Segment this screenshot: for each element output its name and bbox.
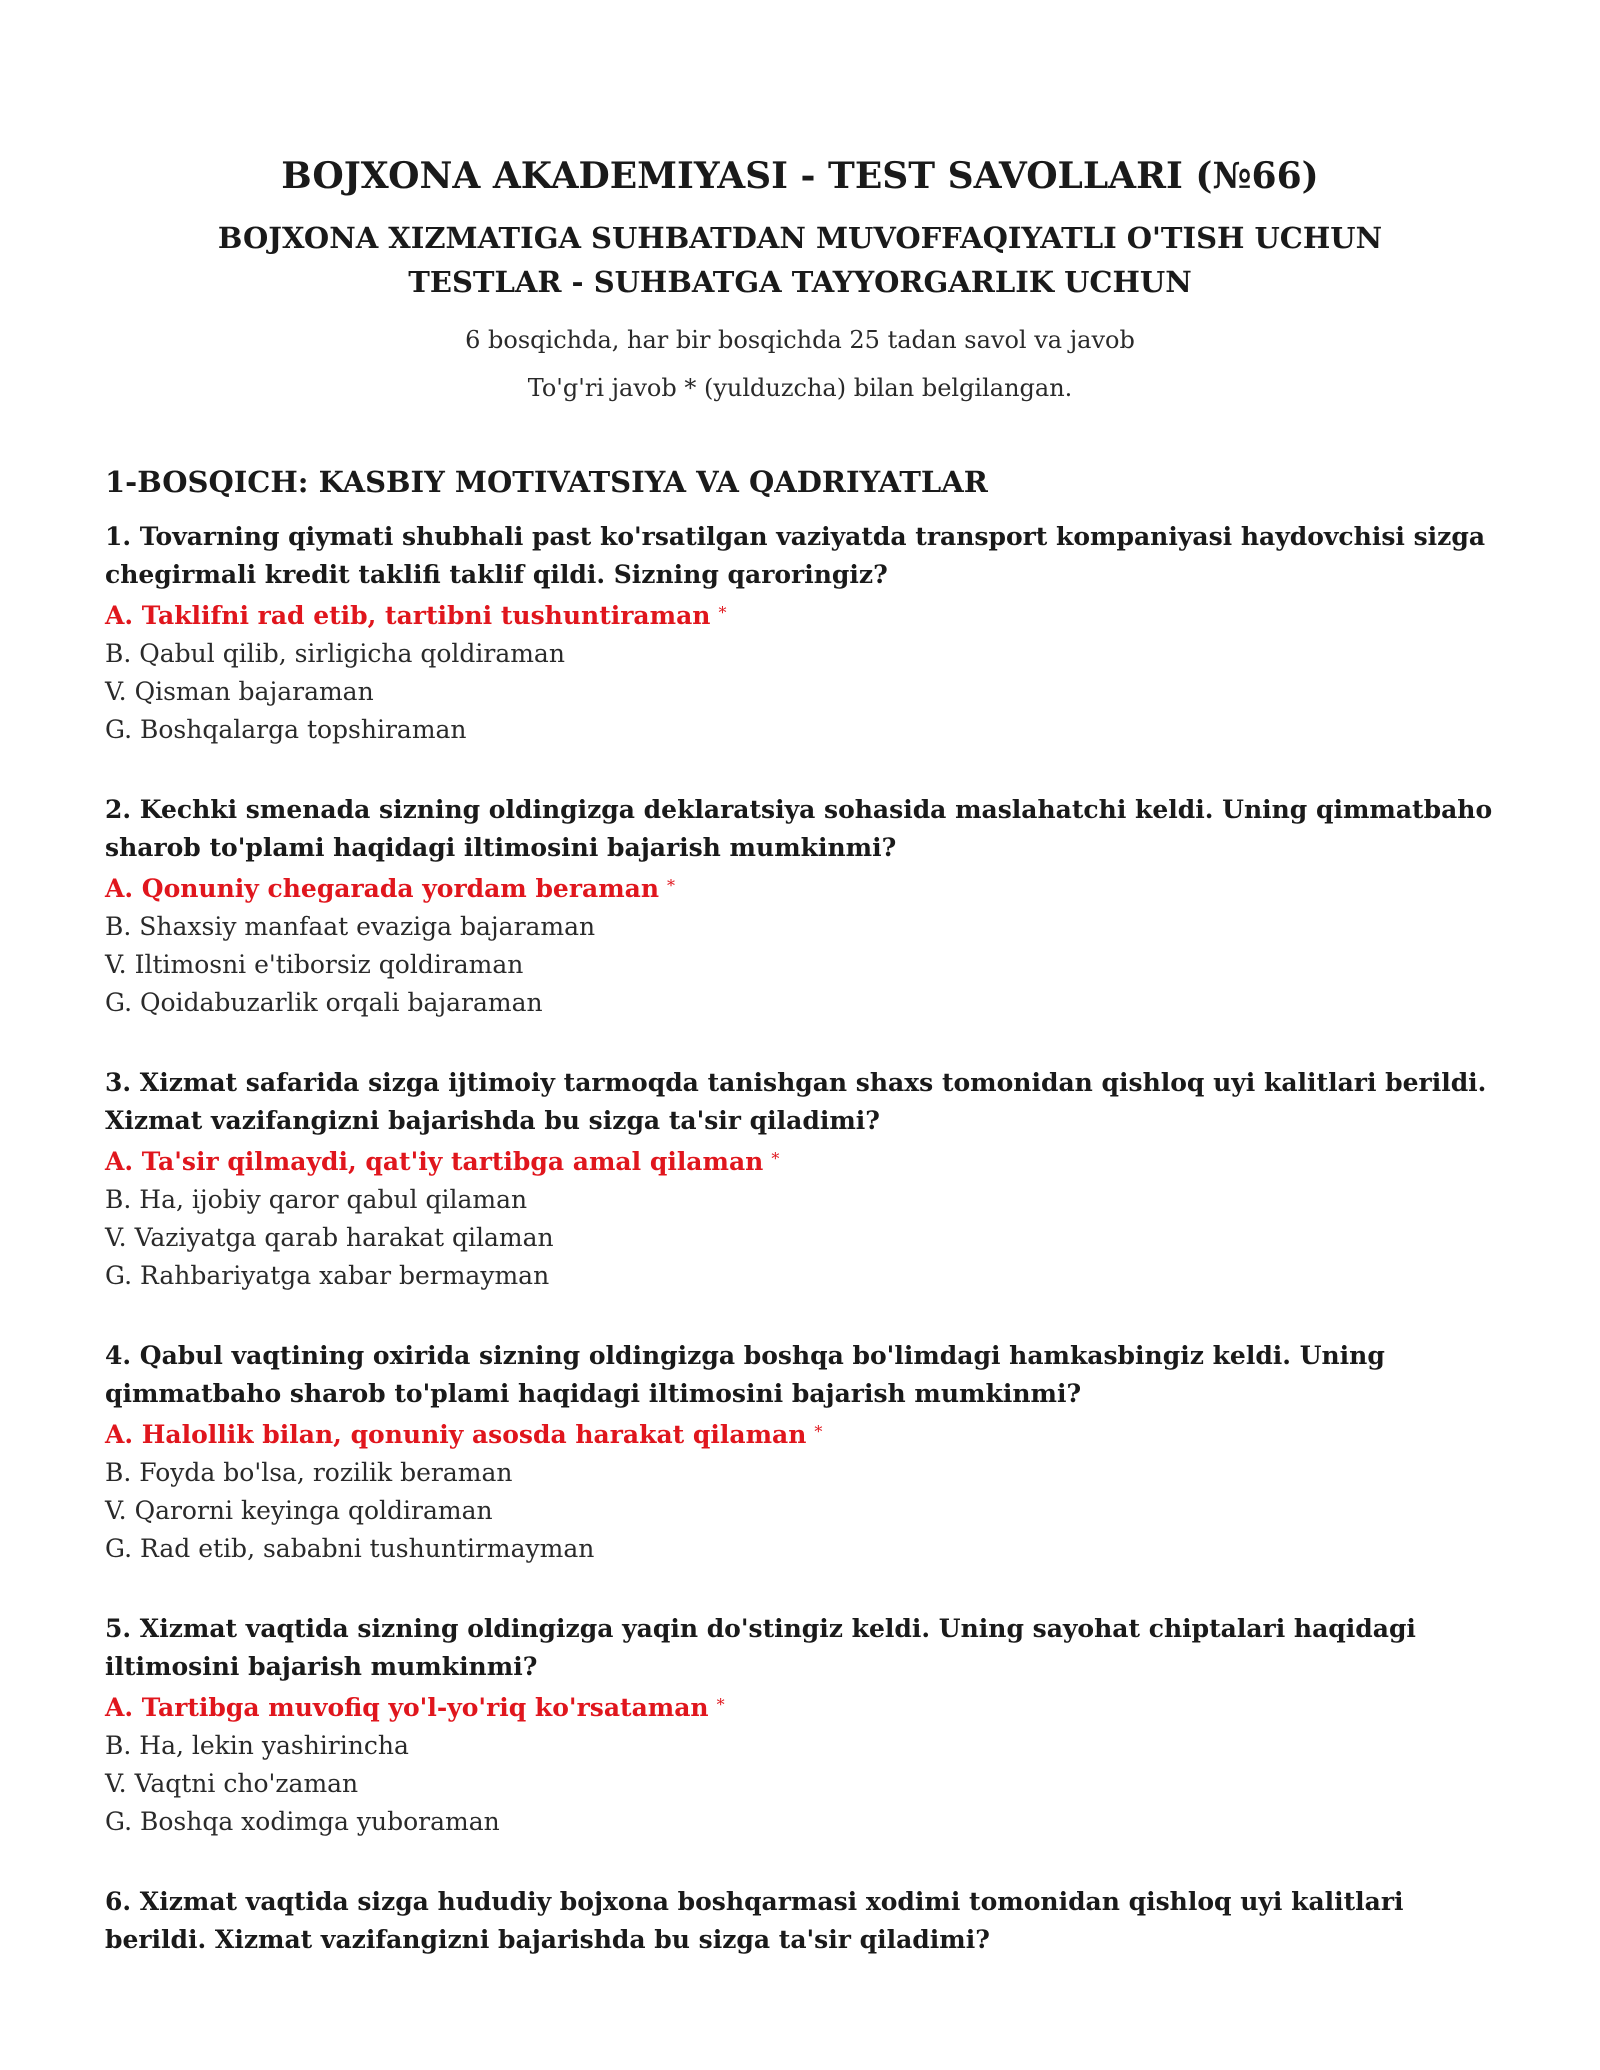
info-stages: 6 bosqichda, har bir bosqichda 25 tadan savol va javob bbox=[465, 326, 1135, 354]
answer-text: A. Ta'sir qilmaydi, qat'iy tartibga amal qilaman bbox=[105, 1147, 764, 1176]
answer-option-v: V. Vaqtni cho'zaman bbox=[105, 1769, 359, 1798]
answer-option-g: G. Boshqalarga topshiraman bbox=[105, 715, 467, 744]
question-4 bbox=[105, 1337, 1505, 1568]
answer-text: A. Halollik bilan, qonuniy asosda harakat qilaman bbox=[105, 1420, 807, 1449]
question-text: 6. Xizmat vaqtida sizga hududiy bojxona boshqarmasi xodimi tomonidan qishloq uyi kalitlari berildi. Xizmat vazifangizni bajarishda bu sizga ta'sir qiladimi? bbox=[105, 1887, 1404, 1954]
correct-answer bbox=[105, 1686, 1505, 1727]
answer-option-v: V. Qisman bajaraman bbox=[105, 677, 374, 706]
test-content bbox=[105, 458, 1505, 2001]
info-correct-marker: To'g'ri javob * (yulduzcha) bilan belgilangan. bbox=[527, 374, 1073, 402]
correct-answer bbox=[105, 1140, 1505, 1181]
answer-option-b: B. Qabul qilib, sirligicha qoldiraman bbox=[105, 639, 565, 668]
question-5 bbox=[105, 1610, 1505, 1841]
question-text: 2. Kechki smenada sizning oldingizga deklaratsiya sohasida maslahatchi keldi. Uning qimmatbaho sharob to'plami haqidagi iltimosini bajarish mumkinmi? bbox=[105, 795, 1493, 862]
answer-option-g: G. Qoidabuzarlik orqali bajaraman bbox=[105, 988, 543, 1017]
question-3 bbox=[105, 1064, 1505, 1295]
star-marker: * bbox=[667, 876, 676, 895]
answer-option-v: V. Vaziyatga qarab harakat qilaman bbox=[105, 1223, 554, 1252]
answer-option-v: V. Iltimosni e'tiborsiz qoldiraman bbox=[105, 950, 524, 979]
answer-option-b: B. Foyda bo'lsa, rozilik beraman bbox=[105, 1458, 513, 1487]
answer-text: A. Qonuniy chegarada yordam beraman bbox=[105, 874, 660, 903]
question-1 bbox=[105, 518, 1505, 749]
question-text: 1. Tovarning qiymati shubhali past ko'rsatilgan vaziyatda transport kompaniyasi haydovchisi sizga chegirmali kredit taklifi taklif qildi. Sizning qaroringiz? bbox=[105, 522, 1486, 589]
answer-option-b: B. Ha, lekin yashirincha bbox=[105, 1731, 409, 1760]
question-text: 5. Xizmat vaqtida sizning oldingizga yaqin do'stingiz keldi. Uning sayohat chiptalari haqidagi iltimosini bajarish mumkinmi? bbox=[105, 1614, 1416, 1681]
answer-option-b: B. Shaxsiy manfaat evaziga bajaraman bbox=[105, 912, 596, 941]
question-2 bbox=[105, 791, 1505, 1022]
answer-option-g: G. Rahbariyatga xabar bermayman bbox=[105, 1261, 550, 1290]
page-title: BOJXONA AKADEMIYASI - TEST SAVOLLARI (№66) bbox=[281, 155, 1319, 197]
answer-option-g: G. Boshqa xodimga yuboraman bbox=[105, 1807, 500, 1836]
star-marker: * bbox=[716, 1695, 725, 1714]
question-text: 4. Qabul vaqtining oxirida sizning oldingizga boshqa bo'limdagi hamkasbingiz keldi. Uning qimmatbaho sharob to'plami haqidagi iltimosini bajarish mumkinmi? bbox=[105, 1341, 1385, 1408]
star-marker: * bbox=[814, 1422, 823, 1441]
answer-option-g: G. Rad etib, sababni tushuntirmayman bbox=[105, 1534, 595, 1563]
correct-answer bbox=[105, 1413, 1505, 1454]
answer-option-b: B. Ha, ijobiy qaror qabul qilaman bbox=[105, 1185, 528, 1214]
question-text: 3. Xizmat safarida sizga ijtimoiy tarmoqda tanishgan shaxs tomonidan qishloq uyi kalitlari berildi. Xizmat vazifangizni bajarishda bu sizga ta'sir qiladimi? bbox=[105, 1068, 1487, 1135]
section-heading: 1-BOSQICH: KASBIY MOTIVATSIYA VA QADRIYATLAR bbox=[105, 465, 988, 499]
correct-answer bbox=[105, 594, 1505, 635]
page-subtitle: BOJXONA XIZMATIGA SUHBATDAN MUVOFFAQIYATLI O'TISH UCHUN TESTLAR - SUHBATGA TAYYORGARLIK UCHUN bbox=[217, 221, 1383, 299]
question-6 bbox=[105, 1883, 1505, 1959]
answer-text: A. Tartibga muvofiq yo'l-yo'riq ko'rsataman bbox=[105, 1693, 709, 1722]
star-marker: * bbox=[771, 1149, 780, 1168]
answer-text: A. Taklifni rad etib, tartibni tushuntiraman bbox=[105, 601, 711, 630]
answer-option-v: V. Qarorni keyinga qoldiraman bbox=[105, 1496, 493, 1525]
document-header bbox=[0, 150, 1600, 412]
star-marker: * bbox=[718, 603, 727, 622]
correct-answer bbox=[105, 867, 1505, 908]
